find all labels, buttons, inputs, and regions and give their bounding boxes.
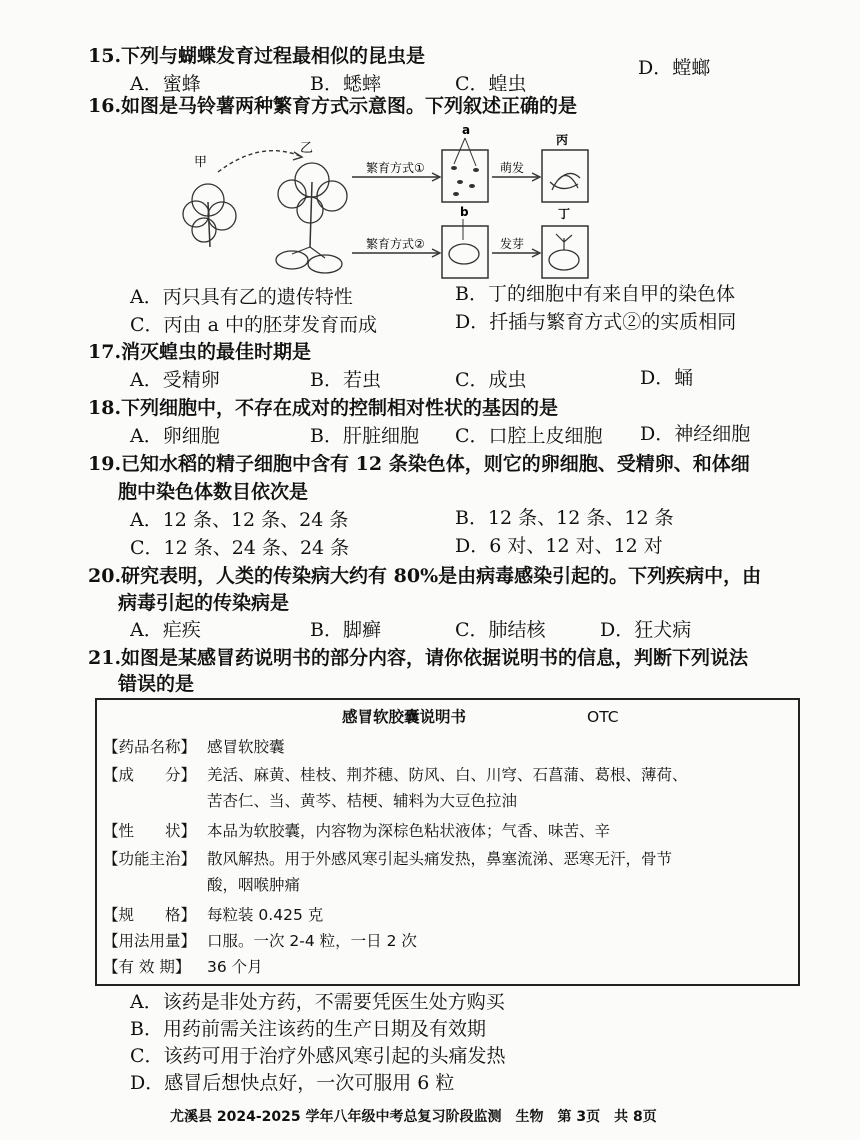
leaflet-ingredients-label: 【成 分】 bbox=[103, 766, 197, 784]
leaflet-name-label: 【药品名称】 bbox=[103, 738, 197, 756]
label-ding: 丁 bbox=[558, 207, 571, 221]
leaflet-name-value: 感冒软胶囊 bbox=[207, 738, 285, 756]
q16-option-a: A．丙只具有乙的遗传特性 bbox=[130, 286, 353, 308]
medicine-leaflet-box bbox=[95, 698, 800, 986]
label-faya: 发芽 bbox=[500, 237, 525, 251]
label-jia: 甲 bbox=[194, 155, 208, 170]
q19-option-d: D．6 对、12 对、12 对 bbox=[455, 535, 663, 557]
q18-option-a: A．卵细胞 bbox=[130, 425, 220, 447]
q16-option-d: D．扦插与繁育方式②的实质相同 bbox=[455, 311, 737, 333]
q17-stem: 17.消灭蝗虫的最佳时期是 bbox=[88, 341, 312, 363]
q17-option-a: A．受精卵 bbox=[130, 369, 220, 391]
leaflet-property-row bbox=[103, 820, 610, 842]
label-a: a bbox=[462, 123, 471, 137]
leaflet-otc: OTC bbox=[587, 708, 619, 726]
q21-option-a: A．该药是非处方药，不需要凭医生处方购买 bbox=[130, 991, 505, 1013]
leaflet-usage-label: 【用法用量】 bbox=[103, 932, 197, 950]
q21-stem-line1: 21.如图是某感冒药说明书的部分内容，请你依据说明书的信息，判断下列说法 bbox=[88, 647, 749, 669]
q15-option-b: B．蟋蟀 bbox=[310, 73, 381, 95]
q18-option-c: C．口腔上皮细胞 bbox=[455, 425, 603, 447]
leaflet-validity-label: 【有 效 期】 bbox=[103, 958, 191, 976]
q19-stem-line1: 19.已知水稻的精子细胞中含有 12 条染色体，则它的卵细胞、受精卵、和体细 bbox=[88, 453, 750, 475]
plant-jia-icon bbox=[183, 184, 236, 247]
leaflet-spec-value: 每粒装 0.425 克 bbox=[207, 906, 324, 924]
q20-option-d: D．狂犬病 bbox=[600, 619, 692, 641]
q20-option-a: A．疟疾 bbox=[130, 619, 201, 641]
q18-stem: 18.下列细胞中，不存在成对的控制相对性状的基因的是 bbox=[88, 397, 559, 419]
label-way2: 繁育方式② bbox=[366, 237, 425, 251]
q16-option-c: C．丙由 a 中的胚芽发育而成 bbox=[130, 314, 377, 336]
label-yi: 乙 bbox=[300, 141, 314, 156]
leaflet-validity-row bbox=[103, 956, 263, 978]
q18-option-b: B．肝脏细胞 bbox=[310, 425, 419, 447]
page-footer: 尤溪县 2024-2025 学年八年级中考总复习阶段监测 生物 第 3页 共 8页 bbox=[170, 1109, 657, 1125]
potato-propagation-diagram bbox=[160, 122, 610, 294]
leaflet-property-value: 本品为软胶囊，内容物为深棕色粘状液体；气香、味苦、辛 bbox=[207, 822, 611, 840]
q17-option-c: C．成虫 bbox=[455, 369, 527, 391]
leaflet-usage-value: 口服。一次 2-4 粒，一日 2 次 bbox=[207, 932, 417, 950]
q21-option-d: D．感冒后想快点好，一次可服用 6 粒 bbox=[130, 1072, 455, 1094]
q21-stem-line2: 错误的是 bbox=[118, 673, 195, 695]
q19-option-c: C．12 条、24 条、24 条 bbox=[130, 537, 350, 559]
plant-yi-icon bbox=[276, 163, 347, 273]
q21-option-b: B．用药前需关注该药的生产日期及有效期 bbox=[130, 1018, 486, 1040]
q19-option-b: B．12 条、12 条、12 条 bbox=[455, 507, 674, 529]
leaflet-name-row bbox=[103, 736, 285, 758]
leaflet-spec-row bbox=[103, 904, 323, 926]
leaflet-ingredients-row bbox=[103, 764, 688, 786]
q16-option-b: B．丁的细胞中有来自甲的染色体 bbox=[455, 283, 735, 305]
leaflet-property-label: 【性 状】 bbox=[103, 822, 197, 840]
q20-option-c: C．肺结核 bbox=[455, 619, 546, 641]
label-bing: 丙 bbox=[556, 133, 569, 147]
leaflet-function-row bbox=[103, 848, 672, 870]
q17-option-b: B．若虫 bbox=[310, 369, 381, 391]
q17-option-d: D．蛹 bbox=[640, 367, 694, 389]
leaflet-function-value-1: 散风解热。用于外感风寒引起头痛发热，鼻塞流涕、恶寒无汗，骨节 bbox=[207, 850, 673, 868]
leaflet-validity-value: 36 个月 bbox=[207, 958, 263, 976]
q20-stem-line1: 20.研究表明，人类的传染病大约有 80%是由病毒感染引起的。下列疾病中，由 bbox=[88, 565, 762, 587]
q15-option-d: D．螳螂 bbox=[638, 57, 711, 79]
leaflet-title: 感冒软胶囊说明书 bbox=[342, 708, 467, 726]
leaflet-function-value-2: 酸，咽喉肿痛 bbox=[207, 876, 301, 894]
leaflet-usage-row bbox=[103, 930, 417, 952]
q19-stem-line2: 胞中染色体数目依次是 bbox=[118, 481, 309, 503]
q18-option-d: D．神经细胞 bbox=[640, 423, 751, 445]
q15-option-a: A．蜜蜂 bbox=[130, 73, 201, 95]
label-way1: 繁育方式① bbox=[366, 161, 425, 175]
label-mengfa: 萌发 bbox=[500, 161, 525, 175]
q21-option-c: C．该药可用于治疗外感风寒引起的头痛发热 bbox=[130, 1045, 506, 1067]
leaflet-spec-label: 【规 格】 bbox=[103, 906, 197, 924]
leaflet-ingredients-value-1: 羌活、麻黄、桂枝、荆芥穗、防风、白、川穹、石菖蒲、葛根、薄荷、 bbox=[207, 766, 688, 784]
q16-stem: 16.如图是马铃薯两种繁育方式示意图。下列叙述正确的是 bbox=[88, 95, 578, 117]
q20-stem-line2: 病毒引起的传染病是 bbox=[118, 592, 290, 614]
q20-option-b: B．脚癣 bbox=[310, 619, 381, 641]
leaflet-function-label: 【功能主治】 bbox=[103, 850, 197, 868]
q19-option-a: A．12 条、12 条、24 条 bbox=[130, 509, 349, 531]
label-b: b bbox=[460, 205, 469, 219]
box-a bbox=[442, 150, 488, 202]
q15-stem: 15.下列与蝴蝶发育过程最相似的昆虫是 bbox=[88, 45, 426, 67]
q15-option-c: C．蝗虫 bbox=[455, 73, 527, 95]
leaflet-ingredients-value-2: 苦杏仁、当、黄芩、桔梗、辅料为大豆色拉油 bbox=[207, 792, 518, 810]
